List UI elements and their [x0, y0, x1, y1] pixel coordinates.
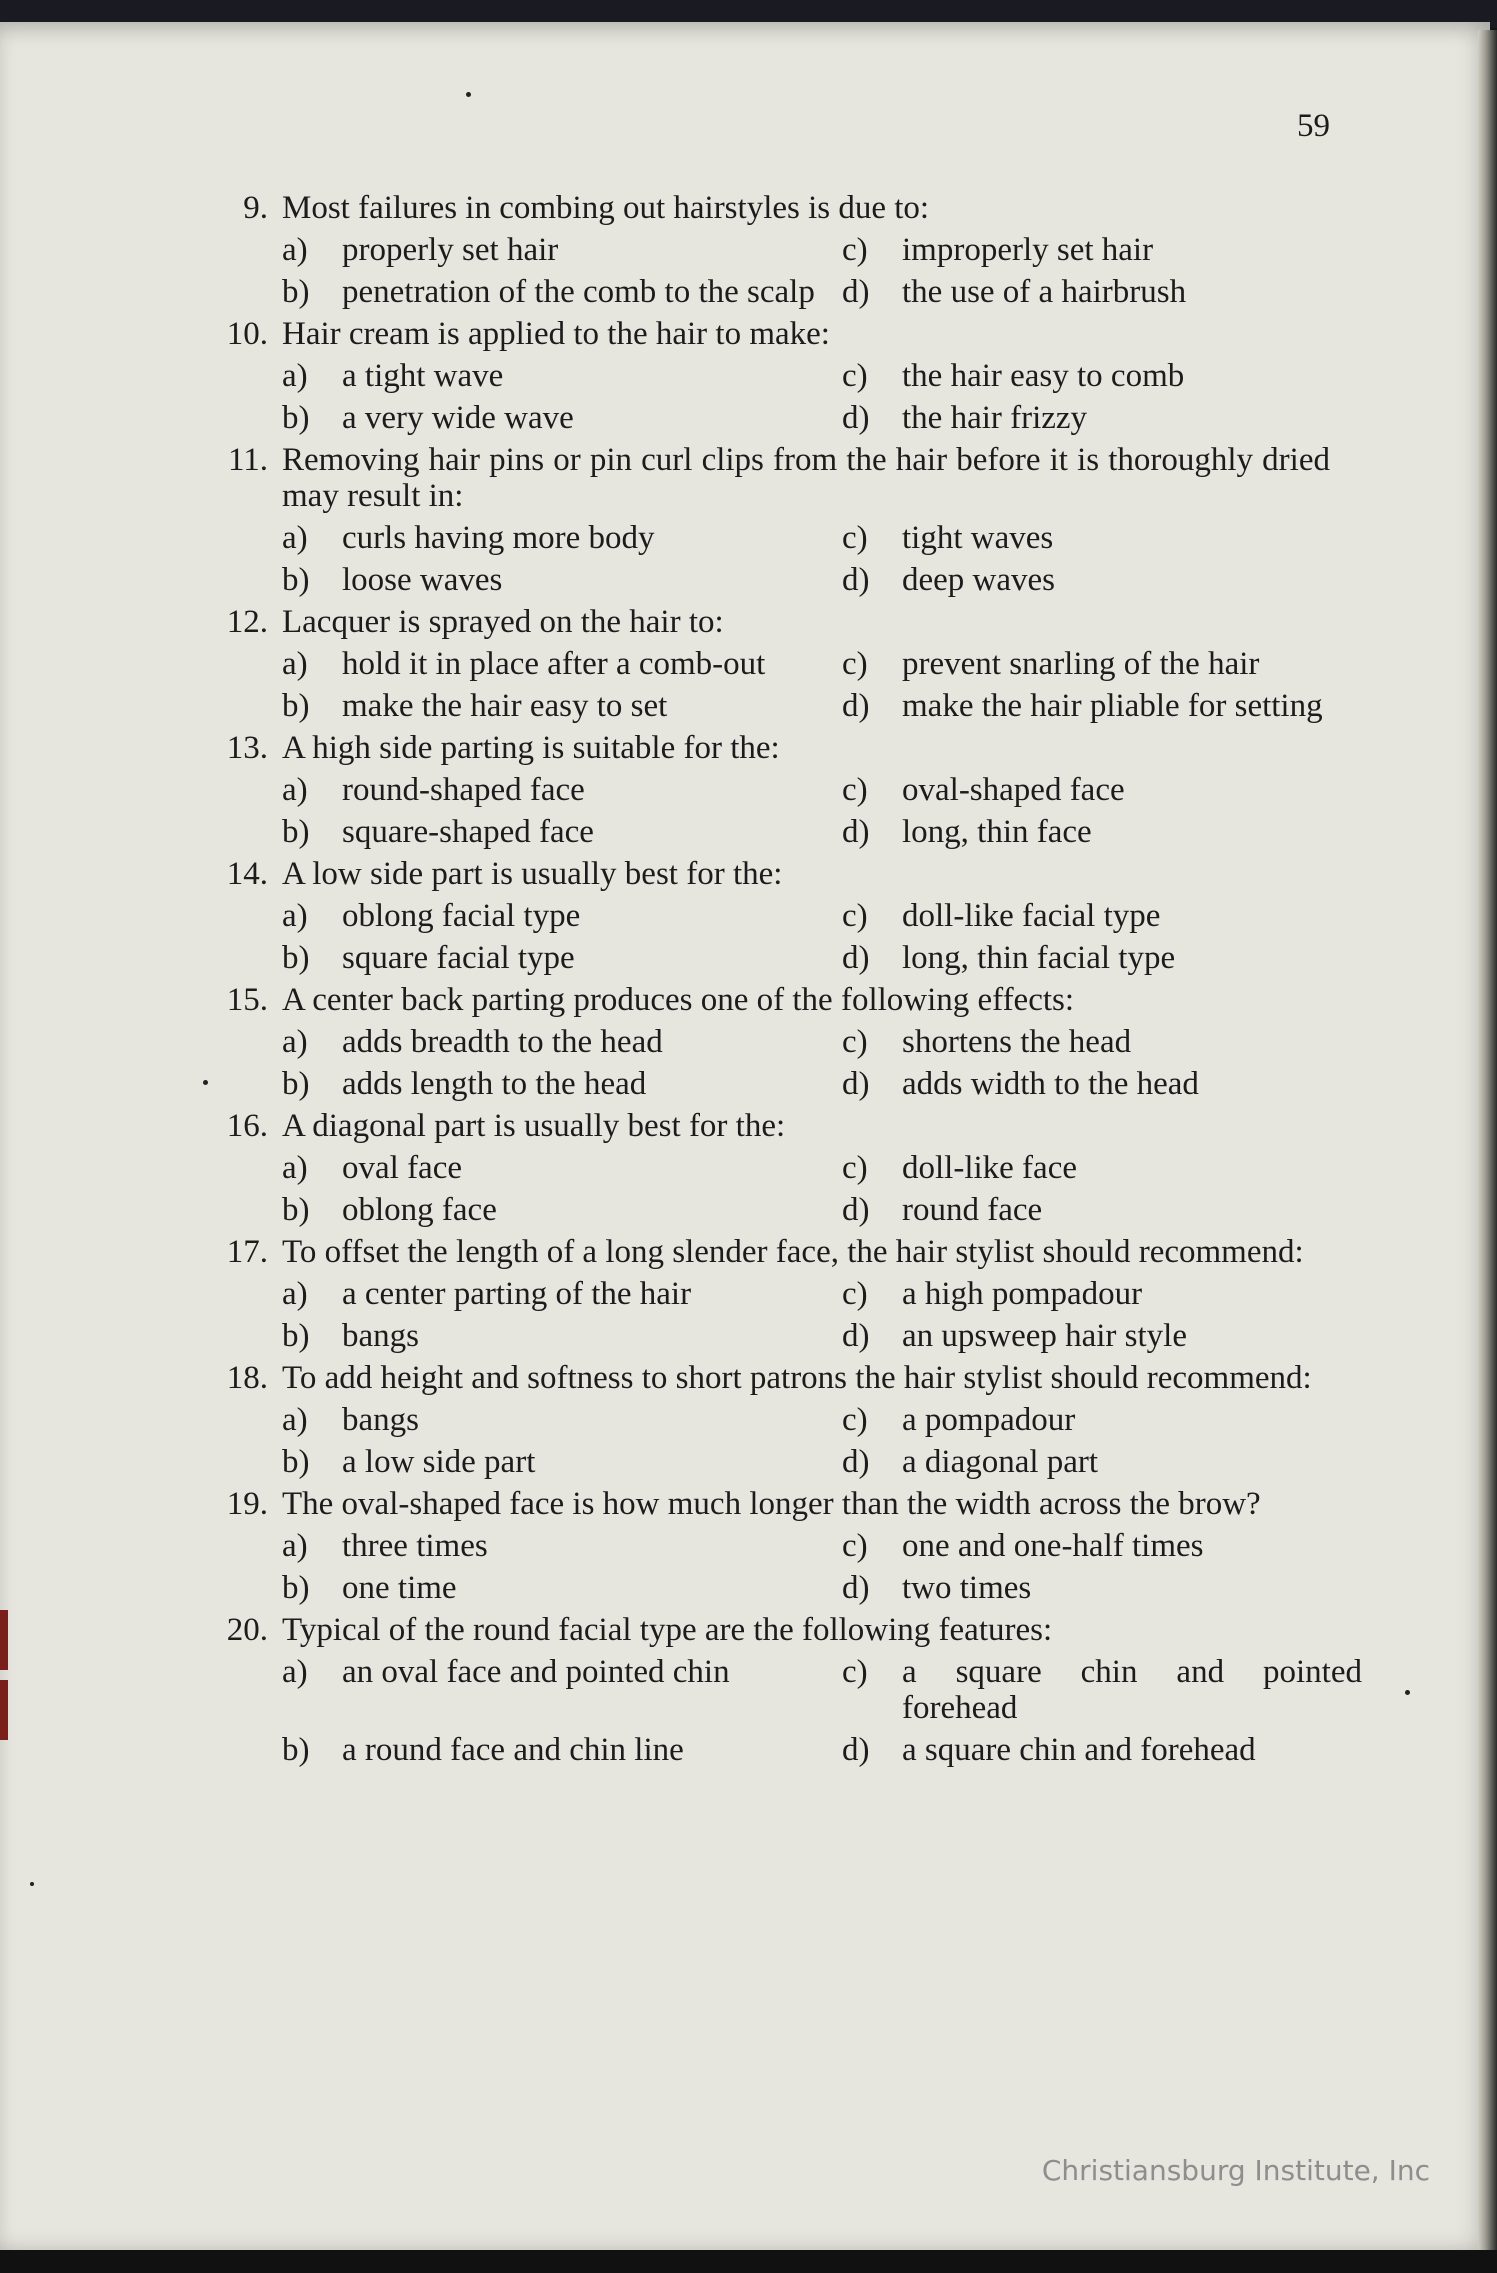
- answer-option-b: [282, 1570, 842, 1606]
- answer-options: [282, 1276, 1330, 1354]
- option-letter: c): [842, 1024, 868, 1060]
- answer-option-d: [842, 1318, 1362, 1354]
- option-text: the use of a hairbrush: [902, 274, 1187, 310]
- question-number: 17.: [226, 1234, 268, 1270]
- option-letter: c): [842, 1654, 868, 1690]
- question-text: A center back parting produces one of the following effects:: [282, 982, 1075, 1018]
- answer-option-a: [282, 646, 842, 682]
- answer-option-b: [282, 1732, 842, 1768]
- question-item: [210, 316, 1330, 436]
- question-item: [210, 1612, 1362, 1768]
- option-text: a pompadour: [902, 1402, 1076, 1438]
- option-text: oval face: [342, 1150, 462, 1186]
- answer-option-b: [282, 400, 842, 436]
- question-item: [210, 1486, 1330, 1606]
- option-letter: a): [282, 232, 308, 268]
- question-stem: [210, 442, 1330, 514]
- question-number: 20.: [226, 1612, 268, 1648]
- question-text: To offset the length of a long slender face, the hair stylist should recommend:: [282, 1234, 1304, 1270]
- option-letter: d): [842, 562, 870, 598]
- answer-option-a: [282, 898, 842, 934]
- answer-option-d: [842, 562, 1362, 598]
- answer-option-a: [282, 1150, 842, 1186]
- question-stem: [210, 190, 1330, 226]
- answer-option-a: [282, 1528, 842, 1564]
- question-number: 16.: [226, 1108, 268, 1144]
- question-text: A diagonal part is usually best for the:: [282, 1108, 786, 1144]
- page-number: 59: [1297, 108, 1330, 144]
- option-text: adds length to the head: [342, 1066, 647, 1102]
- option-text: two times: [902, 1570, 1032, 1606]
- option-letter: c): [842, 1150, 868, 1186]
- option-letter: a): [282, 646, 308, 682]
- option-letter: b): [282, 814, 310, 850]
- option-text: long, thin face: [902, 814, 1092, 850]
- answer-options: [282, 1402, 1330, 1480]
- answer-option-c: [842, 358, 1362, 394]
- option-letter: d): [842, 1732, 870, 1768]
- answer-option-c: [842, 520, 1362, 556]
- option-letter: d): [842, 1570, 870, 1606]
- answer-option-d: [842, 1570, 1362, 1606]
- option-letter: a): [282, 1528, 308, 1564]
- question-number: 11.: [227, 442, 268, 478]
- answer-option-c: [842, 646, 1362, 682]
- question-text: Hair cream is applied to the hair to make:: [282, 316, 830, 352]
- option-letter: d): [842, 1066, 870, 1102]
- question-item: [210, 856, 1330, 976]
- option-text: a square chin and pointed forehead: [902, 1654, 1362, 1726]
- answer-options: [282, 520, 1330, 598]
- answer-option-c: [842, 1402, 1362, 1438]
- answer-option-b: [282, 688, 842, 724]
- answer-options: [282, 1528, 1330, 1606]
- option-letter: c): [842, 232, 868, 268]
- option-text: prevent snarling of the hair: [902, 646, 1260, 682]
- answer-option-b: [282, 562, 842, 598]
- option-letter: d): [842, 688, 870, 724]
- answer-option-b: [282, 1192, 842, 1228]
- option-letter: a): [282, 1150, 308, 1186]
- answer-option-c: [842, 772, 1362, 808]
- paper-speck: [203, 1080, 208, 1085]
- option-letter: a): [282, 1402, 308, 1438]
- answer-option-a: [282, 358, 842, 394]
- option-text: oblong facial type: [342, 898, 581, 934]
- option-letter: a): [282, 1024, 308, 1060]
- question-item: [210, 1360, 1330, 1480]
- question-text: Typical of the round facial type are the following features:: [282, 1612, 1053, 1648]
- option-text: make the hair pliable for setting: [902, 688, 1323, 724]
- option-letter: a): [282, 1276, 308, 1312]
- option-text: the hair easy to comb: [902, 358, 1185, 394]
- option-text: a diagonal part: [902, 1444, 1099, 1480]
- option-letter: a): [282, 1654, 308, 1690]
- answer-option-d: [842, 814, 1362, 850]
- option-letter: b): [282, 1066, 310, 1102]
- question-list: [210, 190, 1362, 1774]
- question-item: [210, 604, 1330, 724]
- question-number: 15.: [226, 982, 268, 1018]
- option-text: one time: [342, 1570, 457, 1606]
- option-text: square facial type: [342, 940, 575, 976]
- binding-tab: [0, 1610, 8, 1670]
- option-letter: a): [282, 772, 308, 808]
- answer-option-c: [842, 1024, 1362, 1060]
- option-text: make the hair easy to set: [342, 688, 668, 724]
- paper-speck: [30, 1882, 34, 1886]
- option-letter: a): [282, 520, 308, 556]
- option-text: a square chin and forehead: [902, 1732, 1256, 1768]
- option-letter: d): [842, 1318, 870, 1354]
- option-text: three times: [342, 1528, 488, 1564]
- option-letter: c): [842, 1528, 868, 1564]
- watermark: Christiansburg Institute, Inc: [1041, 2154, 1430, 2187]
- answer-option-c: [842, 1654, 1362, 1726]
- question-item: [210, 1108, 1330, 1228]
- option-text: deep waves: [902, 562, 1056, 598]
- option-text: a very wide wave: [342, 400, 574, 436]
- option-letter: c): [842, 646, 868, 682]
- question-number: 9.: [243, 190, 268, 226]
- answer-option-a: [282, 1654, 842, 1726]
- answer-option-a: [282, 520, 842, 556]
- option-letter: b): [282, 1732, 310, 1768]
- option-letter: a): [282, 358, 308, 394]
- question-text: Lacquer is sprayed on the hair to:: [282, 604, 724, 640]
- question-number: 18.: [226, 1360, 268, 1396]
- question-stem: [210, 982, 1330, 1018]
- question-text: A low side part is usually best for the:: [282, 856, 783, 892]
- option-text: loose waves: [342, 562, 503, 598]
- option-text: doll-like face: [902, 1150, 1077, 1186]
- option-text: the hair frizzy: [902, 400, 1088, 436]
- option-text: a high pompadour: [902, 1276, 1143, 1312]
- answer-option-c: [842, 1528, 1362, 1564]
- option-text: properly set hair: [342, 232, 559, 268]
- option-letter: b): [282, 1318, 310, 1354]
- answer-options: [282, 898, 1330, 976]
- option-text: long, thin facial type: [902, 940, 1176, 976]
- option-letter: d): [842, 400, 870, 436]
- option-letter: d): [842, 814, 870, 850]
- option-letter: b): [282, 274, 310, 310]
- answer-option-c: [842, 232, 1362, 268]
- option-letter: d): [842, 1444, 870, 1480]
- question-stem: [210, 316, 1330, 352]
- answer-options: [282, 358, 1330, 436]
- answer-options: [282, 1654, 1362, 1768]
- option-letter: b): [282, 940, 310, 976]
- answer-option-b: [282, 940, 842, 976]
- question-item: [210, 190, 1330, 310]
- option-text: an upsweep hair style: [902, 1318, 1187, 1354]
- option-letter: c): [842, 772, 868, 808]
- question-number: 14.: [226, 856, 268, 892]
- option-text: tight waves: [902, 520, 1054, 556]
- option-text: adds breadth to the head: [342, 1024, 663, 1060]
- option-text: adds width to the head: [902, 1066, 1199, 1102]
- answer-options: [282, 646, 1330, 724]
- option-letter: c): [842, 520, 868, 556]
- answer-option-a: [282, 1276, 842, 1312]
- answer-options: [282, 772, 1330, 850]
- option-text: doll-like facial type: [902, 898, 1161, 934]
- page-edge: [1478, 30, 1497, 2273]
- answer-option-d: [842, 1192, 1362, 1228]
- answer-option-d: [842, 688, 1362, 724]
- question-stem: [210, 730, 1330, 766]
- option-letter: b): [282, 1570, 310, 1606]
- option-text: a tight wave: [342, 358, 504, 394]
- question-stem: [210, 604, 1330, 640]
- question-text: To add height and softness to short patrons the hair stylist should recommend:: [282, 1360, 1312, 1396]
- option-text: a center parting of the hair: [342, 1276, 692, 1312]
- option-letter: d): [842, 1192, 870, 1228]
- bottom-border: [0, 2250, 1497, 2273]
- answer-option-d: [842, 1732, 1362, 1768]
- option-text: bangs: [342, 1318, 419, 1354]
- answer-option-c: [842, 1150, 1362, 1186]
- answer-option-c: [842, 898, 1362, 934]
- answer-option-d: [842, 1066, 1362, 1102]
- answer-option-a: [282, 772, 842, 808]
- question-stem: [210, 856, 1330, 892]
- option-text: a low side part: [342, 1444, 536, 1480]
- question-item: [210, 730, 1330, 850]
- answer-option-d: [842, 400, 1362, 436]
- answer-option-b: [282, 1066, 842, 1102]
- question-number: 12.: [226, 604, 268, 640]
- question-item: [210, 442, 1330, 598]
- answer-option-d: [842, 940, 1362, 976]
- option-letter: d): [842, 274, 870, 310]
- option-text: a round face and chin line: [342, 1732, 684, 1768]
- answer-option-d: [842, 1444, 1362, 1480]
- binding-tab: [0, 1680, 8, 1740]
- answer-option-d: [842, 274, 1362, 310]
- question-number: 10.: [226, 316, 268, 352]
- answer-options: [282, 232, 1330, 310]
- option-text: curls having more body: [342, 520, 655, 556]
- option-text: hold it in place after a comb-out: [342, 646, 766, 682]
- paper-speck: [1405, 1690, 1410, 1695]
- answer-option-b: [282, 1318, 842, 1354]
- option-text: one and one-half times: [902, 1528, 1204, 1564]
- question-text: Removing hair pins or pin curl clips from the hair before it is thoroughly dried may result in:: [282, 442, 1330, 514]
- option-letter: b): [282, 688, 310, 724]
- question-stem: [210, 1360, 1330, 1396]
- option-text: square-shaped face: [342, 814, 594, 850]
- option-letter: a): [282, 898, 308, 934]
- question-number: 19.: [226, 1486, 268, 1522]
- answer-option-b: [282, 814, 842, 850]
- answer-options: [282, 1024, 1330, 1102]
- question-text: A high side parting is suitable for the:: [282, 730, 780, 766]
- answer-option-c: [842, 1276, 1362, 1312]
- option-text: improperly set hair: [902, 232, 1154, 268]
- option-letter: c): [842, 358, 868, 394]
- option-text: an oval face and pointed chin: [342, 1654, 730, 1690]
- option-letter: b): [282, 1444, 310, 1480]
- option-text: oblong face: [342, 1192, 497, 1228]
- question-text: Most failures in combing out hairstyles is due to:: [282, 190, 930, 226]
- option-text: shortens the head: [902, 1024, 1132, 1060]
- option-letter: c): [842, 1402, 868, 1438]
- option-letter: c): [842, 1276, 868, 1312]
- option-text: round face: [902, 1192, 1043, 1228]
- option-text: penetration of the comb to the scalp: [342, 274, 815, 310]
- question-number: 13.: [226, 730, 268, 766]
- question-item: [210, 982, 1330, 1102]
- paper-speck: [466, 92, 471, 97]
- option-letter: b): [282, 400, 310, 436]
- question-stem: [210, 1486, 1330, 1522]
- answer-option-a: [282, 1402, 842, 1438]
- answer-option-b: [282, 1444, 842, 1480]
- option-text: round-shaped face: [342, 772, 585, 808]
- option-letter: c): [842, 898, 868, 934]
- answer-option-a: [282, 232, 842, 268]
- option-letter: d): [842, 940, 870, 976]
- option-letter: b): [282, 562, 310, 598]
- question-stem: [210, 1234, 1330, 1270]
- option-letter: b): [282, 1192, 310, 1228]
- option-text: bangs: [342, 1402, 419, 1438]
- option-text: oval-shaped face: [902, 772, 1125, 808]
- answer-option-b: [282, 274, 842, 310]
- question-text: The oval-shaped face is how much longer than the width across the brow?: [282, 1486, 1261, 1522]
- answer-option-a: [282, 1024, 842, 1060]
- question-stem: [210, 1108, 1330, 1144]
- answer-options: [282, 1150, 1330, 1228]
- question-item: [210, 1234, 1330, 1354]
- question-stem: [210, 1612, 1330, 1648]
